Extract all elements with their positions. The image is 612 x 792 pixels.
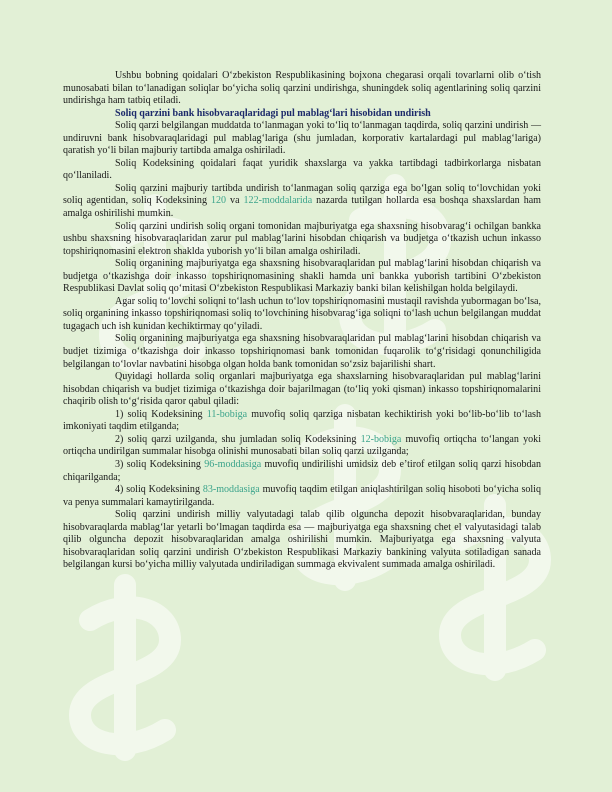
paragraph-other-persons: Soliq qarzini majburiy tartibda undirish to‘lanmagan soliq qarziga ega bo‘lgan soliq to‘lovchidan yoki soliq agentidan, soliq Kodeksining 120 va 122-moddalarida nazarda tutilgan hollarda esa boshqa shaxslardan ham amalga oshirilishi mumkin.: [63, 182, 541, 220]
paragraph-applicability: Soliq Kodeksining qoidalari faqat yuridik shaxslarga va yakka tartibdagi tadbirkorlarga nisbatan qo‘llaniladi.: [63, 157, 541, 182]
article-96-link[interactable]: 96-moddasiga: [204, 458, 262, 470]
document-body: [63, 70, 541, 572]
paragraph-scope: Ushbu bobning qoidalari O‘zbekiston Respublikasining bojxona chegarasi orqali tovarlarni olib o‘tish munosabati bilan to‘lanadigan soliqlar bo‘yicha soliq qarzini undirishga, shuningdek soliq agentlarining soliq qarzini undirishga ham tatbiq etiladi.: [63, 70, 541, 107]
paragraph-form-procedure: Soliq organining majburiyatga ega shaxsning hisobvaraqlaridan pul mablag‘larini hisobdan chiqarish va budjetga o‘tkazishga doir inkasso topshiriqnomasining shakli hamda uni bankka yuborish tartibini O‘zbekiston Respublikasi Davlat soliq qo‘mitasi O‘zbekiston Respublikasi Markaziy banki bilan kelishilgan holda belgilaydi.: [63, 258, 541, 295]
chapter-12-link[interactable]: 12-bobiga: [360, 433, 402, 445]
paragraph-bank-obligation: Soliq organining majburiyatga ega shaxsning hisobvaraqlaridan pul mablag‘larini hisobdan chiqarish va budjet tizimiga o‘tkazishga doir inkasso topshiriqnomasi bank tomonidan fuqarolik to‘g‘risidagi qonunchiligida belgilangan to‘lovlar navbatini hisobga olgan holda bank tomonidan so‘zsiz bajarilishi shart.: [63, 333, 541, 370]
paragraph-deadline: Agar soliq to‘lovchi soliqni to‘lash uchun to‘lov topshiriqnomasini mustaqil ravishda yubormagan bo‘lsa, soliq organining inkasso topshiriqnomasi soliq to‘lovchining hisobvarag‘iga soliqni to‘lash uchun belgilangan muddat tugagach uch ish kunidan kechiktirmay qo‘yiladi.: [63, 295, 541, 332]
paragraph-enforcement: Soliq qarzi belgilangan muddatda to‘lanmagan yoki to‘liq to‘lanmagan taqdirda, soliq qarzini undirish — undiruvni bank hisobvaraqlaridagi pul mablag‘lariga (shu jumladan, korporativ kartalardagi pul mablag‘lariga) qaratish yo‘li bilan majburiy tartibda amalga oshiriladi.: [63, 120, 541, 157]
list-item-1: 1) soliq Kodeksining 11-bobiga muvofiq soliq qarziga nisbatan kechiktirish yoki bo‘lib-bo‘lib to‘lash imkoniyati taqdim etilganda;: [63, 408, 541, 433]
chapter-11-link[interactable]: 11-bobiga: [206, 408, 248, 420]
list-item-3: 3) soliq Kodeksining 96-moddasiga muvofiq undirilishi umidsiz deb e’tirof etilgan soliq qarzi hisobdan chiqarilganda;: [63, 458, 542, 483]
article-122-link[interactable]: 122-moddalarida: [243, 195, 313, 207]
list-item-4: 4) soliq Kodeksining 83-moddasiga muvofiq taqdim etilgan aniqlashtirilgan soliq hisoboti bo‘yicha soliq va penya summalari kamaytirilganda.: [63, 484, 541, 508]
dollar-sign-icon: [80, 585, 170, 750]
article-83-link[interactable]: 83-moddasiga: [202, 484, 260, 496]
section-heading: Soliq qarzini bank hisobvaraqlaridagi pul mablag‘lari hisobidan undirish: [115, 107, 431, 119]
article-120-link[interactable]: 120: [210, 195, 227, 207]
list-item-2: 2) soliq qarzi uzilganda, shu jumladan soliq Kodeksining 12-bobiga muvofiq ortiqcha to‘langan yoki ortiqcha undirilgan summalar hisobga olinishi munosabati bilan soliq qarzi uzilganda;: [63, 433, 541, 458]
paragraph-currency: Soliq qarzini undirish milliy valyutadagi talab qilib olguncha depozit hisobvaraqlaridan, bunday hisobvaraqlarda mablag‘lar yetarli bo‘lmagan taqdirda esa — majburiyatga ega shaxsning chet el valyutasidagi talab qilib olguncha depozit hisobvaraqlaridan amalga oshirilishi mumkin. Majburiyatga ega shaxsning valyuta hisobvaraqlaridan soliq qarzini undirish O‘zbekiston Respublikasi Markaziy bankining valyuta sotiladigan sanada belgilangan kursi bo‘yicha milliy valyutada undiriladigan summaga ekvivalent summada amalga oshiriladi.: [63, 509, 541, 571]
paragraph-collection-order: Soliq qarzini undirish soliq organi tomonidan majburiyatga ega shaxsning hisobvarag‘i ochilgan bankka ushbu shaxsning hisobvaraqlaridan zarur pul mablag‘larini hisobdan chiqarish va budjetga o‘tkazish uchun inkasso topshiriqnomasini elektron shaklda yuborish yo‘li bilan amalga oshiriladi.: [63, 220, 541, 257]
paragraph-recall-conditions: Quyidagi hollarda soliq organlari majburiyatga ega shaxslarning hisobvaraqlaridan pul mablag‘larini hisobdan chiqarish va budjet tizimiga o‘tkazishga doir bajarilmagan (to‘liq yoki qisman) inkasso topshiriqnomalarini chaqirib olish to‘g‘risida qaror qabul qiladi:: [63, 371, 541, 408]
